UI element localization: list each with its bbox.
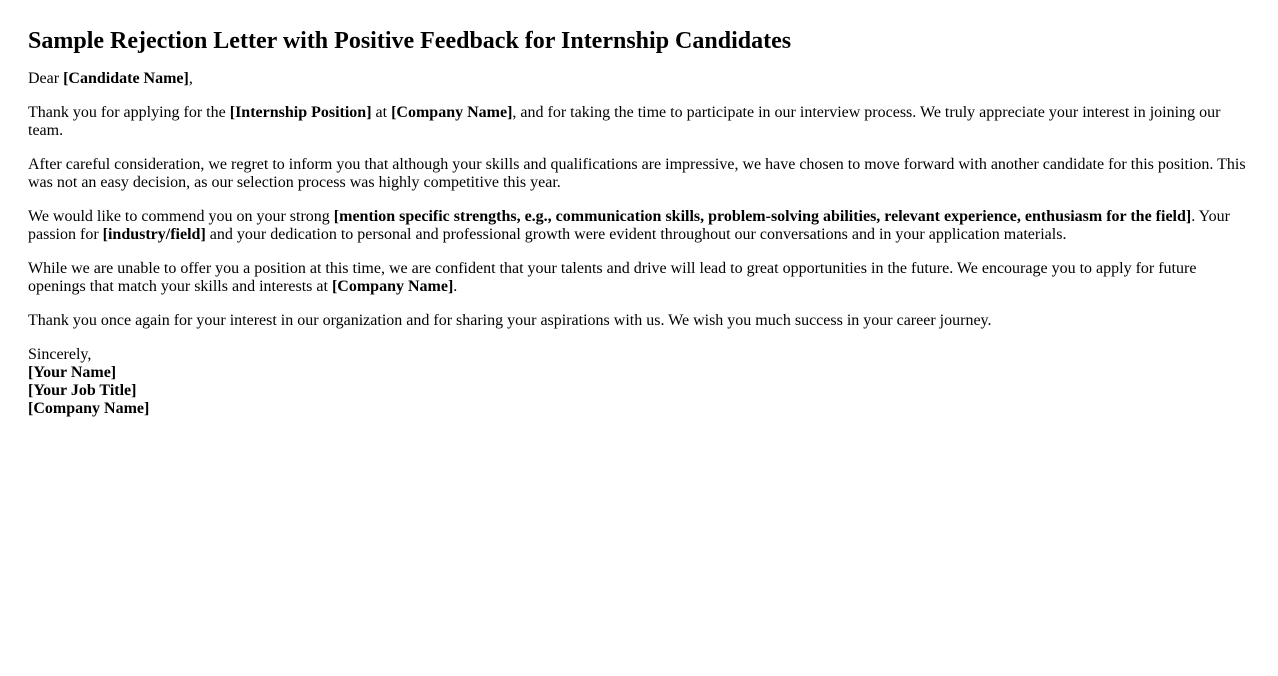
your-name-placeholder: [Your Name] <box>28 364 117 381</box>
your-job-title-placeholder: [Your Job Title] <box>28 382 137 399</box>
paragraph-closing: Thank you once again for your interest in our organization and for sharing your aspirations with us. We wish you much success in your career journey. <box>28 312 992 329</box>
para3-text-3: and your dedication to personal and professional growth were evident throughout our conversations and in your application materials. <box>205 226 1067 243</box>
salutation-suffix: , <box>188 70 193 87</box>
paragraph-decision: After careful consideration, we regret to inform you that although your skills and qualifications are impressive, we have chosen to move forward with another candidate for this position. This was not an easy decision, as our selection process was highly competitive this year. <box>28 156 1246 191</box>
signature-block <box>28 346 1250 418</box>
signature-company-placeholder: [Company Name] <box>28 400 150 417</box>
letter-page <box>0 26 1278 418</box>
para1-text-1: Thank you for applying for the <box>28 104 230 121</box>
page-title: Sample Rejection Letter with Positive Feedback for Internship Candidates <box>28 28 792 54</box>
candidate-name-placeholder: [Candidate Name] <box>63 70 189 87</box>
paragraph-encouragement <box>28 260 1250 296</box>
para4-text-1: While we are unable to offer you a position at this time, we are confident that your talents and drive will lead to great opportunities in the future. We encourage you to apply for future openings that match your skills and interests at <box>28 260 1197 295</box>
salutation-prefix: Dear <box>28 70 64 87</box>
company-name-placeholder: [Company Name] <box>391 104 513 121</box>
industry-field-placeholder: [industry/field] <box>102 226 206 243</box>
paragraph-commendation <box>28 208 1250 244</box>
company-name-placeholder-2: [Company Name] <box>331 278 454 295</box>
internship-position-placeholder: [Internship Position] <box>229 104 372 121</box>
salutation <box>28 70 1250 88</box>
closing-word: Sincerely, <box>28 346 92 363</box>
strengths-placeholder: [mention specific strengths, e.g., communication skills, problem-solving abilities, relevant experience, enthusiasm for the field] <box>333 208 1192 225</box>
para3-text-2: . Your passion for <box>28 208 1230 243</box>
para1-text-3: , and for taking the time to participate in our interview process. We truly appreciate your interest in joining our team. <box>28 104 1221 139</box>
para3-text-1: We would like to commend you on your strong <box>28 208 334 225</box>
para1-text-2: at <box>371 104 392 121</box>
paragraph-thank-you <box>28 104 1250 140</box>
para4-text-2: . <box>453 278 458 295</box>
